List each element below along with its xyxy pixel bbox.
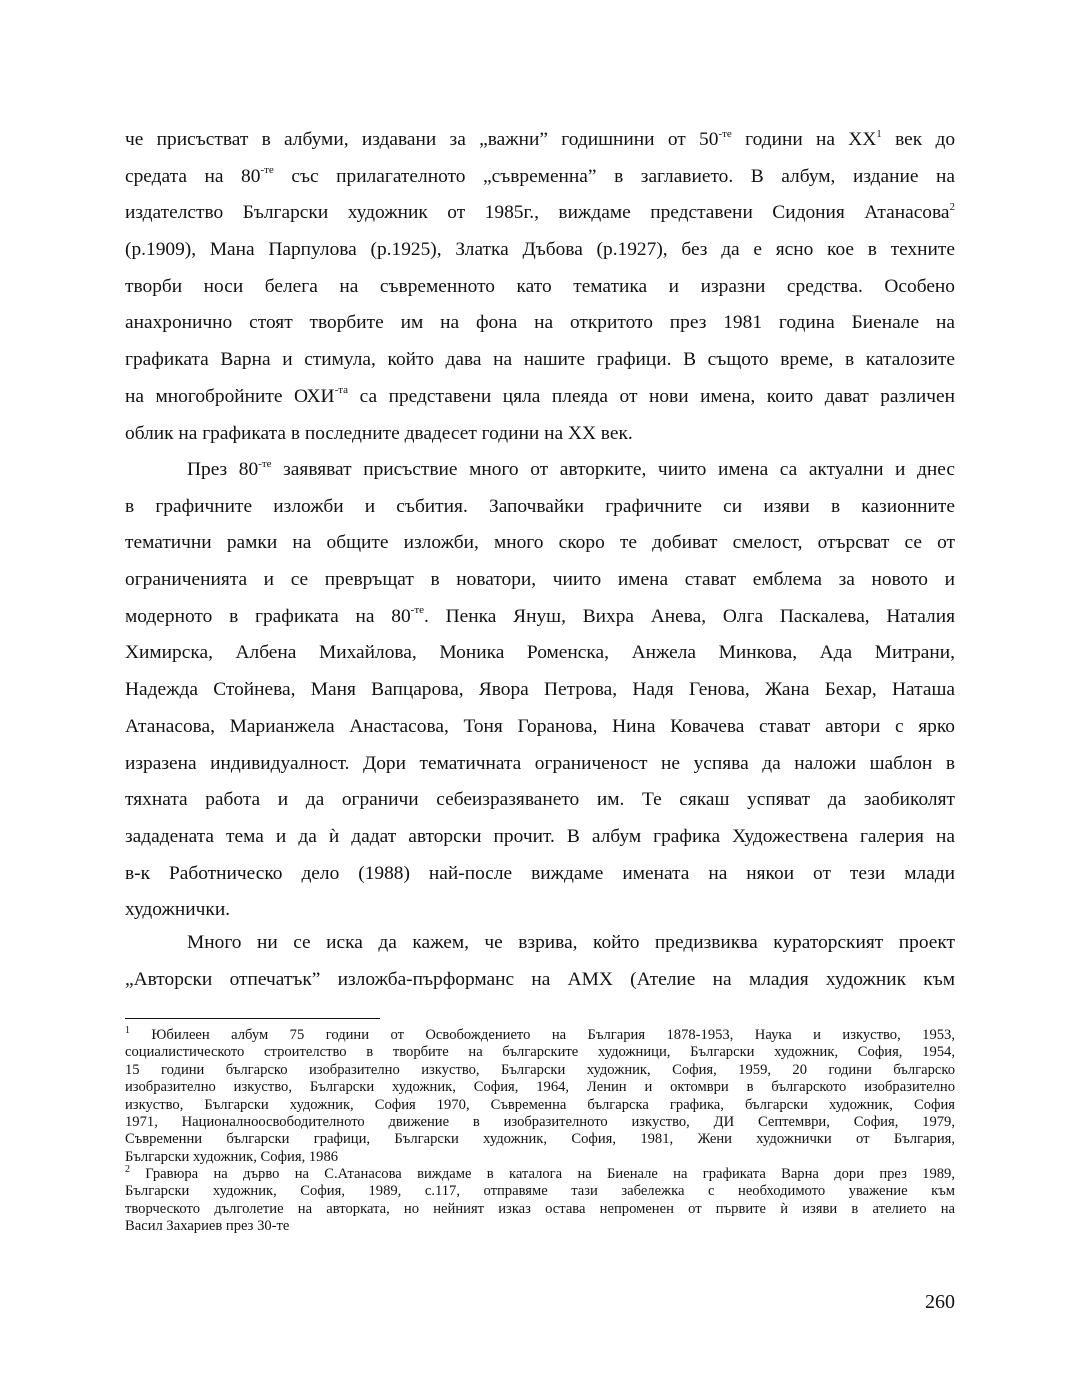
text-line: в-к Работническо дело (1988) най-после виждаме имената на някои от тези млади [125,862,955,884]
page-number: 260 [925,1291,955,1313]
superscript: -те [258,457,272,470]
text-line: модерното в графиката на $80^{-те}$. Пенка Януш, Вихра Анева, Олга Паскалева, Наталия [125,604,955,627]
text-line: анахронично стоят творбите им на фона на откритото през 1981 година Биенале на [125,312,955,334]
text-line: облик на графиката в последните двадесет години на ХХ век. [125,422,633,444]
text-line: тематични рамки на общите изложби, много скоро те добиват смелост, отърсват се от [125,532,955,554]
text-line: Надежда Стойнева, Маня Вапцарова, Явора Петрова, Надя Генова, Жана Бехар, Наташа [125,679,955,701]
text-line: на многобройните $ОХИ^{-та}$ са представени цяла плеяда от нови имена, които дават различен [125,384,955,407]
text-line: „Авторски отпечатък” изложба-пърформанс на АМХ (Ателие на младия художник към [125,968,955,990]
footnote-line: Съвременни български графици, Български художник, София, 1981, Жени художнички от България, [125,1131,955,1148]
footnote-line: творческото дълголетие на авторката, но нейният изказ остава непроменен от първите ѝ изяви в ателието на [125,1200,955,1217]
footnote-line: $^2$ Гравюра на дърво на С.Атанасова виждаме в каталога на Биенале на графиката Варна дори през 1989, [125,1164,955,1182]
superscript: -те [260,164,274,177]
text-line: (р.1909), Мана Парпулова (р.1925), Златка Дъбова (р.1927), без да е ясно кое в техните [125,239,955,261]
text-line: в графичните изложби и събития. Започвайки графичните си изяви в казионните [125,495,955,517]
text-line: зададената тема и да ѝ дадат авторски прочит. В албум графика Художествена галерия на [125,825,955,847]
footnote-2 [125,1166,955,1236]
footnote-line: 15 години българско изобразително изкуство, Български художник, София, 1959, 20 години българско [125,1061,955,1078]
footnote-line: Български художник, София, 1989, с.117, отправяме тази забележка с необходимото уважение към [125,1183,955,1200]
footnote-line: 1971, Националноосвободителното движение в изобразителното изкуство, ДИ Септември, София, 1979, [125,1113,955,1130]
text-line: През $80^{-те}$ заявяват присъствие много от авторките, чиито имена са актуални и днес [187,457,955,480]
text-line: че присъстват в албуми, издавани за „важни” годишнини от $50^{-те}$ години на $ХХ^1$ век до [125,127,956,150]
body-paragraph-3 [125,925,955,998]
footnote-separator [125,1018,380,1019]
text-line: средата на $80^{-те}$ със прилагателното „съвременна” в заглавието. В албум, издание на [125,164,955,187]
footnote-line: изкуство, Български художник, София 1970, Съвременна българска графика, български художник, София [125,1096,955,1113]
text-line: тяхната работа и да ограничи себеизразяването им. Те сякаш успяват да заобиколят [125,789,955,811]
footnote-line: Български художник, София, 1986 [125,1148,339,1165]
superscript: -те [718,127,732,140]
footnote-ref: 2 [949,200,955,213]
footnote-line: социалистическото строителство в творбите на българските художници, Български художник, София, 1954, [125,1044,955,1061]
footnote-number: 1 [125,1025,130,1037]
footnote-1 [125,1027,955,1166]
body-paragraph-1 [125,122,955,452]
footnote-number: 2 [125,1164,130,1176]
footnote-ref: 1 [876,127,882,140]
superscript: -те [410,604,425,617]
text-line: ограниченията и се превръщат в новатори, чиито имена стават емблема за новото и [125,569,955,591]
text-line: графиката Варна и стимула, който дава на нашите графици. В същото време, в каталозите [125,349,955,371]
text-line: изразена индивидуалност. Дори тематичната ограниченост не успява да наложи шаблон в [125,752,955,774]
text-line: художнички. [125,899,231,921]
footnote-line: $^1$ Юбилеен албум 75 години от Освобождението на България 1878-1953, Наука и изкуство, 1953, [125,1025,955,1043]
text-line: Химирска, Албена Михайлова, Моника Роменска, Анжела Минкова, Ада Митрани, [125,642,955,664]
footnote-line: изобразително изкуство, Български художник, София, 1964, Ленин и октомври в българското изобразително [125,1079,955,1096]
text-line: Много ни се иска да кажем, че взрива, който предизвиква кураторският проект [187,932,955,953]
text-line: Атанасова, Марианжела Анастасова, Тоня Горанова, Нина Ковачева стават автори с ярко [125,715,955,737]
superscript: -та [334,384,349,397]
body-paragraph-2 [125,452,955,929]
text-line: издателство Български художник от 1985г., виждаме представени Сидония Атанасова$^2$ [125,200,955,224]
text-line: творби носи белега на съвременното като тематика и изразни средства. Особено [125,275,955,297]
footnote-line: Васил Захариев през 30-те [125,1218,290,1235]
